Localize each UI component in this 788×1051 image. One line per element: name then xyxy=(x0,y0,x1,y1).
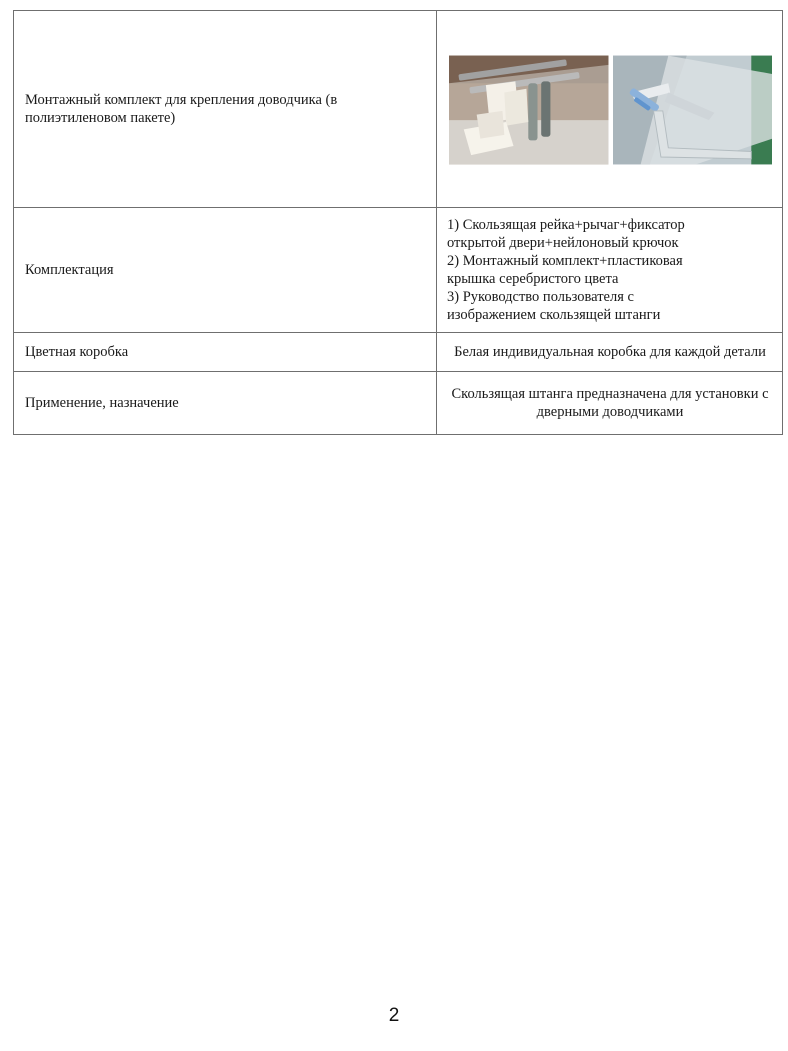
row-label: Цветная коробка xyxy=(14,333,437,372)
kit-contents xyxy=(437,208,783,333)
row-label: Монтажный комплект для крепления доводчика (в полиэтиленовом пакете) xyxy=(14,11,437,208)
row-label: Комплектация xyxy=(14,208,437,333)
photo-group xyxy=(448,51,772,169)
kit-line: открытой двери+нейлоновый крючок xyxy=(447,235,679,251)
table-row xyxy=(14,372,783,435)
kit-line: изображением скользящей штанги xyxy=(447,307,661,323)
mounting-kit-wrench-photo xyxy=(613,51,773,169)
page-number: 2 xyxy=(388,1005,400,1026)
row-value: Скользящая штанга предназначена для установки с дверными доводчиками xyxy=(437,372,783,435)
kit-line: 2) Монтажный комплект+пластиковая xyxy=(447,253,683,269)
row-label: Применение, назначение xyxy=(14,372,437,435)
spec-table xyxy=(13,10,783,435)
table-row xyxy=(14,333,783,372)
table-row xyxy=(14,208,783,333)
mounting-kit-screws-photo xyxy=(449,51,609,169)
kit-line: 3) Руководство пользователя с xyxy=(447,289,634,305)
kit-line: крышка серебристого цвета xyxy=(447,271,619,287)
table-row xyxy=(14,11,783,208)
photo-cell xyxy=(437,11,783,208)
kit-line: 1) Скользящая рейка+рычаг+фиксатор xyxy=(447,217,685,233)
row-value: Белая индивидуальная коробка для каждой детали xyxy=(437,333,783,372)
